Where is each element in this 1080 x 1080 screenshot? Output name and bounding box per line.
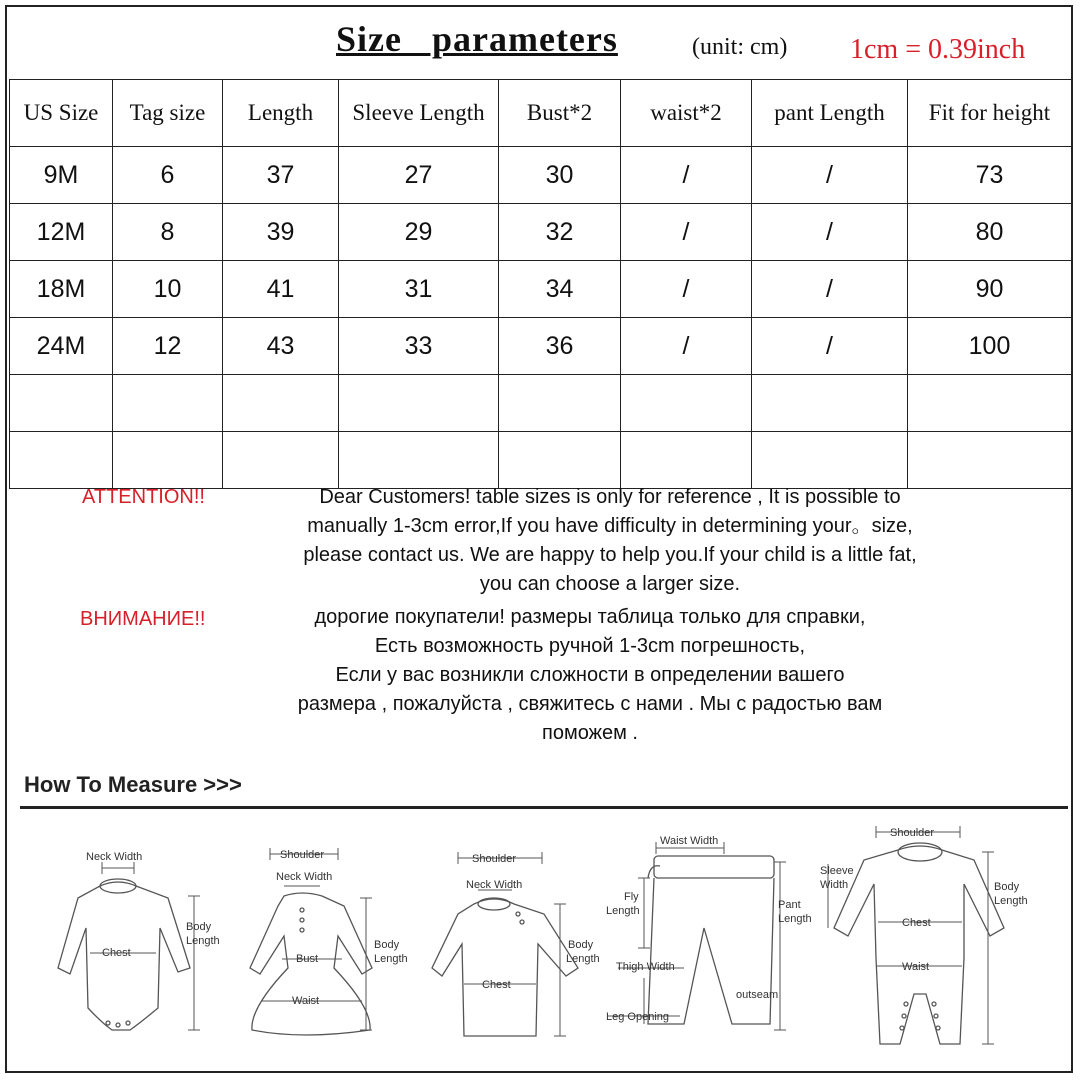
column-header: pant Length — [752, 80, 908, 147]
attention-ru-line: поможем . — [542, 722, 638, 744]
body-label: Body — [186, 921, 212, 933]
attention-line: you can choose a larger size. — [479, 573, 741, 595]
table-cell — [339, 375, 499, 432]
how-to-measure-title: How To Measure >>> — [24, 772, 242, 797]
table-cell: 32 — [499, 204, 621, 261]
shirt-illustration — [430, 818, 610, 1048]
table-cell: 31 — [339, 261, 499, 318]
attention-line: manually 1-3cm error,If you have difficulty in determining your。size, — [307, 515, 913, 537]
attention-ru-line: Есть возможность ручной 1-3cm погрешность, — [374, 635, 806, 657]
attention-ru-line: Если у вас возникли сложности в определении вашего — [335, 664, 845, 686]
column-header: Fit for height — [908, 80, 1072, 147]
table-cell: 73 — [908, 147, 1072, 204]
table-cell: 33 — [339, 318, 499, 375]
table-cell — [223, 375, 339, 432]
outseam-label: outseam — [736, 989, 779, 1001]
column-header: Length — [223, 80, 339, 147]
pant-label: Pant — [778, 899, 801, 911]
attention-ru-line: размера , пожалуйста , свяжитесь с нами . Мы с радостью вам — [297, 693, 883, 715]
chest-label: Chest — [482, 979, 511, 991]
leg-opening-label: Leg Opening — [606, 1011, 669, 1023]
table-cell: 39 — [223, 204, 339, 261]
body-label: Body — [994, 881, 1020, 893]
dress-diagram — [222, 818, 422, 1053]
column-header: Tag size — [113, 80, 223, 147]
column-header: Bust*2 — [499, 80, 621, 147]
romper-illustration — [818, 818, 1058, 1058]
neck-width-label: Neck Width — [466, 879, 523, 891]
chest-label: Chest — [902, 917, 931, 929]
table-cell: 18M — [10, 261, 113, 318]
sleeve-width-label: Width — [820, 879, 849, 891]
table-cell: / — [621, 261, 752, 318]
table-header-row — [10, 80, 1072, 147]
table-cell — [499, 375, 621, 432]
column-header: Sleeve Length — [339, 80, 499, 147]
body-label: Body — [568, 939, 594, 951]
table-cell — [10, 432, 113, 489]
table-cell: 90 — [908, 261, 1072, 318]
waist-width-label: Waist Width — [660, 835, 719, 847]
table-cell: 80 — [908, 204, 1072, 261]
shoulder-label: Shoulder — [280, 849, 325, 861]
unit-label: (unit: cm) — [692, 34, 788, 60]
page-title: Size parameters — [336, 19, 618, 59]
table-cell: 27 — [339, 147, 499, 204]
table-row — [10, 147, 1072, 204]
shoulder-label: Shoulder — [890, 827, 935, 839]
attention-ru-label: ВНИМАНИЕ!! — [80, 608, 206, 630]
table-row — [10, 204, 1072, 261]
table-cell: 12 — [113, 318, 223, 375]
table-cell — [499, 432, 621, 489]
table-cell — [752, 375, 908, 432]
table-cell: / — [621, 147, 752, 204]
table-row — [10, 375, 1072, 432]
table-cell: 10 — [113, 261, 223, 318]
table-row — [10, 318, 1072, 375]
conversion-label: 1cm = 0.39inch — [850, 34, 1026, 65]
table-cell: / — [621, 318, 752, 375]
shoulder-label: Shoulder — [472, 853, 517, 865]
table-cell: 30 — [499, 147, 621, 204]
body-label: Body — [374, 939, 400, 951]
sleeve-label: Sleeve — [820, 865, 854, 877]
table-cell: / — [752, 318, 908, 375]
length-label: Length — [994, 895, 1028, 907]
table-cell: 36 — [499, 318, 621, 375]
table-cell: 34 — [499, 261, 621, 318]
pants-illustration — [604, 818, 812, 1048]
table-cell — [908, 375, 1072, 432]
table-cell: 9M — [10, 147, 113, 204]
attention-message — [230, 483, 990, 599]
thigh-width-label: Thigh Width — [616, 961, 675, 973]
length-label: Length — [186, 935, 220, 947]
dress-illustration — [222, 818, 422, 1048]
table-cell: 41 — [223, 261, 339, 318]
column-header: waist*2 — [621, 80, 752, 147]
table-cell — [621, 432, 752, 489]
table-cell — [223, 432, 339, 489]
fly-length-label: Length — [606, 905, 640, 917]
table-cell — [113, 375, 223, 432]
fly-label: Fly — [624, 891, 639, 903]
length-label: Length — [374, 953, 408, 965]
table-cell: 24M — [10, 318, 113, 375]
table-cell: 37 — [223, 147, 339, 204]
attention-ru-line: дорогие покупатели! размеры таблица только для справки, — [314, 606, 866, 628]
attention-line: Dear Customers! table sizes is only for reference , It is possible to — [319, 486, 901, 508]
table-cell — [113, 432, 223, 489]
pants-diagram — [604, 818, 812, 1053]
table-cell — [621, 375, 752, 432]
table-cell — [908, 432, 1072, 489]
table-cell: / — [752, 147, 908, 204]
table-cell: / — [752, 261, 908, 318]
romper-diagram — [818, 818, 1058, 1063]
table-row — [10, 432, 1072, 489]
neck-width-label: Neck Width — [276, 871, 333, 883]
table-cell: 8 — [113, 204, 223, 261]
table-cell: / — [752, 204, 908, 261]
table-cell: 12M — [10, 204, 113, 261]
bodysuit-illustration — [40, 818, 230, 1048]
bust-label: Bust — [296, 953, 319, 965]
waist-label: Waist — [902, 961, 930, 973]
table-cell: / — [621, 204, 752, 261]
size-table — [9, 79, 1072, 489]
table-cell: 100 — [908, 318, 1072, 375]
bodysuit-diagram — [40, 818, 230, 1053]
shirt-diagram — [430, 818, 610, 1053]
attention-ru-message — [220, 603, 960, 748]
attention-label: ATTENTION!! — [82, 486, 205, 508]
neck-width-label: Neck Width — [86, 851, 143, 863]
table-row — [10, 261, 1072, 318]
attention-line: please contact us. We are happy to help you.If your child is a little fat, — [303, 544, 917, 566]
section-divider — [20, 806, 1068, 809]
table-cell: 43 — [223, 318, 339, 375]
table-cell: 29 — [339, 204, 499, 261]
table-cell — [339, 432, 499, 489]
chest-label: Chest — [102, 947, 131, 959]
waist-label: Waist — [292, 995, 320, 1007]
table-cell — [10, 375, 113, 432]
length-label: Length — [566, 953, 600, 965]
column-header: US Size — [10, 80, 113, 147]
pant-length-label: Length — [778, 913, 812, 925]
table-cell: 6 — [113, 147, 223, 204]
table-cell — [752, 432, 908, 489]
